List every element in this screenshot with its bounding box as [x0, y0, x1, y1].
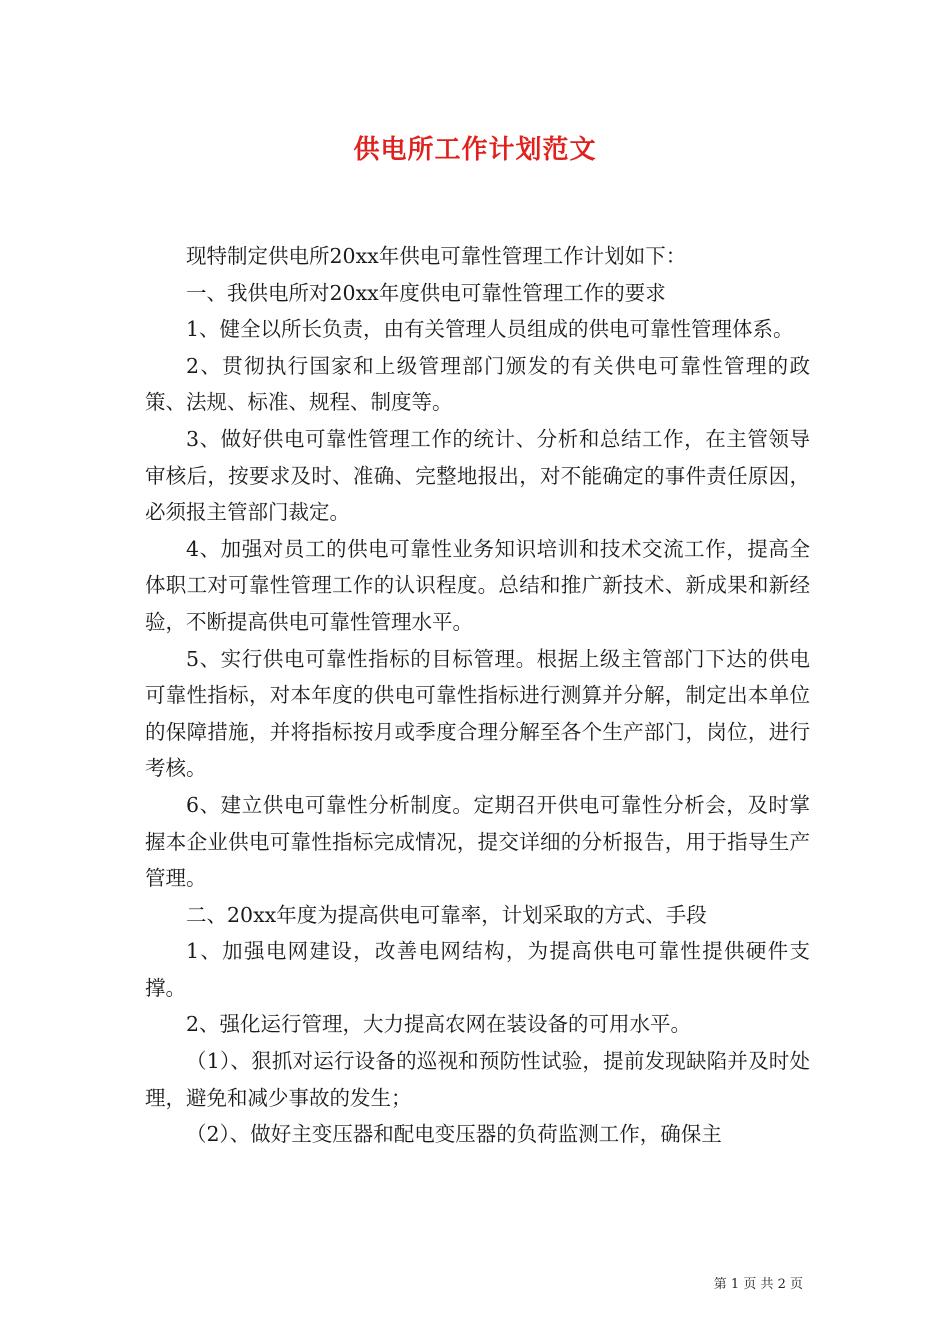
document-title: 供电所工作计划范文 [353, 135, 597, 165]
paragraph: 6、建立供电可靠性分析制度。定期召开供电可靠性分析会，及时掌握本企业供电可靠性指标完成情况，提交详细的分析报告，用于指导生产管理。 [145, 792, 810, 891]
section-heading: 二、20xx年度为提高供电可靠率，计划采取的方式、手段 [186, 902, 707, 927]
document-body [145, 238, 810, 1153]
paragraph: 4、加强对员工的供电可靠性业务知识培训和技术交流工作，提高全体职工对可靠性管理工作的认识程度。总结和推广新技术、新成果和新经验，不断提高供电可靠性管理水平。 [145, 536, 810, 634]
paragraph: 1、健全以所长负责，由有关管理人员组成的供电可靠性管理体系。 [186, 317, 794, 342]
section-heading: 一、我供电所对20xx年度供电可靠性管理工作的要求 [186, 280, 666, 305]
paragraph: 3、做好供电可靠性管理工作的统计、分析和总结工作，在主管领导审核后，按要求及时、准确、完整地报出，对不能确定的事件责任原因，必须报主管部门裁定。 [145, 426, 810, 525]
paragraph: 现特制定供电所20xx年供电可靠性管理工作计划如下： [186, 244, 687, 268]
page-footer: 第 1 页 共 2 页 [713, 1277, 803, 1292]
paragraph: （1）、狠抓对运行设备的巡视和预防性试验，提前发现缺陷并及时处理，避免和减少事故的发生； [145, 1049, 810, 1110]
paragraph: 2、贯彻执行国家和上级管理部门颁发的有关供电可靠性管理的政策、法规、标准、规程、制度等。 [145, 353, 810, 415]
paragraph: 2、强化运行管理，大力提高农网在装设备的可用水平。 [186, 1012, 692, 1037]
paragraph: 5、实行供电可靠性指标的目标管理。根据上级主管部门下达的供电可靠性指标，对本年度的供电可靠性指标进行测算并分解，制定出本单位的保障措施，并将指标按月或季度合理分解至各个生产部门，岗位，进行考核。 [145, 646, 810, 781]
paragraph: （2）、做好主变压器和配电变压器的负荷监测工作，确保主 [186, 1122, 722, 1147]
paragraph: 1、加强电网建设，改善电网结构，为提高供电可靠性提供硬件支撑。 [145, 939, 810, 1000]
